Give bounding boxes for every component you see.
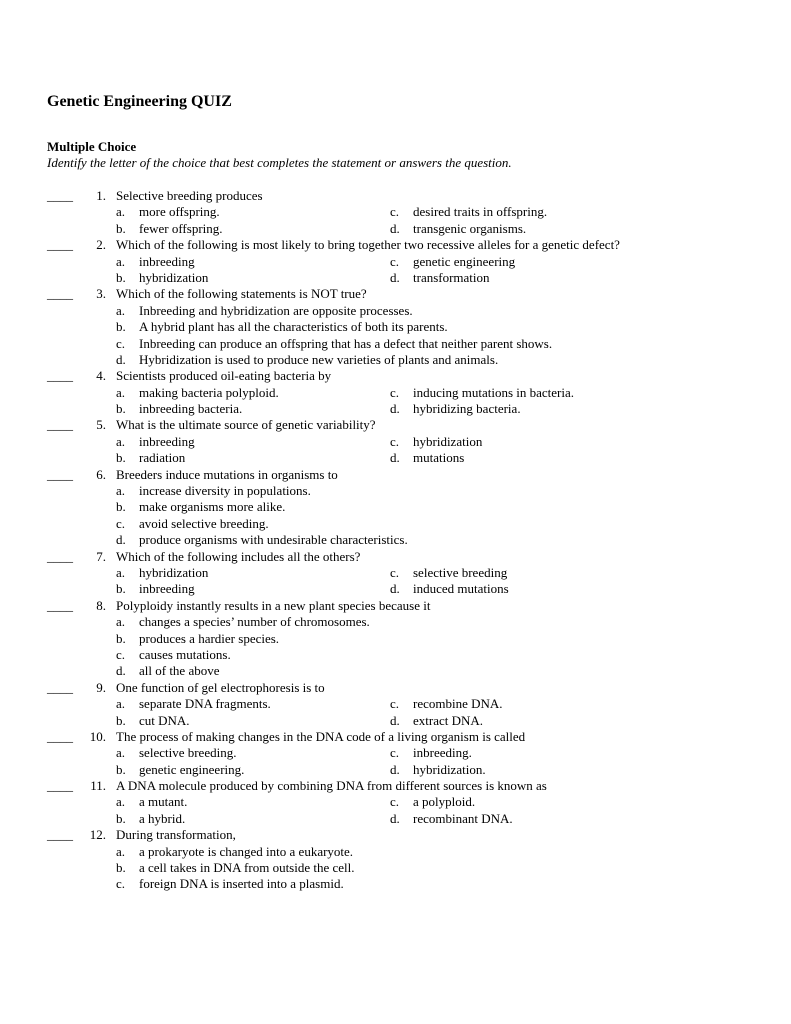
answer-blank[interactable]: ____: [47, 417, 73, 433]
question-item: [0, 286, 791, 368]
question-stem: What is the ultimate source of genetic variability?: [116, 417, 376, 433]
choice-text: genetic engineering.: [139, 761, 245, 777]
choice-text: a polyploid.: [413, 794, 476, 810]
choice-label: d.: [116, 351, 126, 367]
choice-row: [0, 303, 791, 319]
question-item: [0, 680, 791, 729]
choice-row: [0, 336, 791, 352]
question-number: 1.: [96, 188, 106, 203]
choice-row: [0, 352, 791, 368]
choice-text: inbreeding: [139, 433, 195, 449]
question-stem-row: [0, 237, 791, 253]
question-stem: The process of making changes in the DNA code of a living organism is called: [116, 728, 526, 744]
choice-text: hybridization: [413, 433, 483, 449]
choice-row: [0, 860, 791, 876]
choice-label: a.: [116, 745, 126, 761]
choice-label: c.: [116, 335, 126, 351]
choice-text: a hybrid.: [139, 810, 186, 826]
choice-text: Inbreeding and hybridization are opposite processes.: [139, 302, 413, 318]
choice-label: b.: [116, 761, 126, 777]
choice-row: [0, 647, 791, 663]
choice-label: a.: [116, 384, 126, 400]
choice-label: c.: [390, 433, 400, 449]
choice-text: a mutant.: [139, 794, 188, 810]
choice-text: recombine DNA.: [413, 696, 503, 712]
choice-row: [0, 319, 791, 335]
choice-text: foreign DNA is inserted into a plasmid.: [139, 876, 344, 892]
answer-blank[interactable]: ____: [47, 368, 73, 384]
choice-row: [0, 434, 791, 450]
choice-row: [0, 254, 791, 270]
question-stem: Which of the following statements is NOT true?: [116, 286, 367, 302]
choice-text: genetic engineering: [413, 253, 516, 269]
question-number: 6.: [96, 466, 106, 482]
choice-row: [0, 745, 791, 761]
choice-row: [0, 270, 791, 286]
choice-text: hybridization: [139, 564, 209, 580]
answer-blank[interactable]: ____: [47, 466, 73, 482]
question-stem-row: [0, 778, 791, 794]
choice-text: hybridizing bacteria.: [413, 401, 521, 417]
section-heading: Multiple Choice: [47, 139, 137, 154]
question-number: 5.: [96, 417, 106, 433]
question-stem-row: [0, 680, 791, 696]
question-stem-row: [0, 598, 791, 614]
choice-label: b.: [116, 450, 126, 466]
choice-label: a.: [116, 302, 126, 318]
choice-text: induced mutations: [413, 581, 509, 597]
choice-label: a.: [116, 696, 126, 712]
choice-label: a.: [116, 433, 126, 449]
choice-label: b.: [116, 630, 126, 646]
question-number: 7.: [96, 548, 106, 564]
choice-label: b.: [116, 860, 126, 876]
choice-text: inducing mutations in bacteria.: [413, 384, 575, 400]
question-stem-row: [0, 188, 791, 204]
question-stem: During transformation,: [116, 827, 236, 843]
choice-label: c.: [116, 646, 126, 662]
answer-blank[interactable]: ____: [47, 679, 73, 695]
choice-row: [0, 844, 791, 860]
choice-label: c.: [390, 204, 400, 220]
choice-text: produce organisms with undesirable characteristics.: [139, 532, 408, 548]
question-stem: Breeders induce mutations in organisms to: [116, 466, 338, 482]
choice-label: a.: [116, 794, 126, 810]
choice-text: selective breeding: [413, 564, 508, 580]
choice-label: d.: [390, 581, 400, 597]
choice-text: changes a species’ number of chromosomes.: [139, 614, 370, 630]
choice-row: [0, 385, 791, 401]
question-item: [0, 598, 791, 680]
choice-text: mutations: [413, 450, 465, 466]
choice-row: [0, 532, 791, 548]
choice-label: d.: [390, 401, 400, 417]
page-title: Genetic Engineering QUIZ: [47, 93, 232, 110]
choice-row: [0, 401, 791, 417]
choice-label: b.: [116, 319, 126, 335]
choice-label: d.: [390, 761, 400, 777]
choice-text: Inbreeding can produce an offspring that has a defect that neither parent shows.: [139, 335, 553, 351]
choice-text: avoid selective breeding.: [139, 515, 269, 531]
choice-text: fewer offspring.: [139, 220, 223, 236]
question-item: [0, 778, 791, 827]
choice-label: c.: [390, 564, 400, 580]
choice-label: a.: [116, 253, 126, 269]
choice-text: transformation: [413, 269, 490, 285]
question-number: 2.: [96, 237, 106, 253]
question-stem: Scientists produced oil-eating bacteria by: [116, 368, 332, 384]
question-stem: Polyploidy instantly results in a new plant species because it: [116, 597, 431, 613]
answer-blank[interactable]: ____: [47, 548, 73, 564]
choice-label: d.: [390, 269, 400, 285]
choice-label: a.: [116, 614, 126, 630]
choice-row: [0, 483, 791, 499]
choice-label: a.: [116, 843, 126, 859]
choice-text: inbreeding: [139, 253, 195, 269]
choice-label: c.: [390, 794, 400, 810]
choice-text: a cell takes in DNA from outside the cell.: [139, 860, 355, 876]
question-stem: Selective breeding produces: [116, 188, 263, 203]
choice-row: [0, 811, 791, 827]
question-stem-row: [0, 549, 791, 565]
choice-text: Hybridization is used to produce new varieties of plants and animals.: [139, 351, 499, 367]
choice-row: [0, 221, 791, 237]
question-number: 9.: [96, 679, 106, 695]
choice-text: increase diversity in populations.: [139, 483, 311, 499]
question-number: 3.: [96, 286, 106, 302]
answer-blank[interactable]: ____: [47, 237, 73, 253]
question-number: 8.: [96, 597, 106, 613]
choice-label: b.: [116, 269, 126, 285]
choice-row: [0, 762, 791, 778]
question-item: [0, 549, 791, 598]
question-stem: Which of the following is most likely to bring together two recessive alleles for a genetic defect?: [116, 237, 620, 253]
question-stem-row: [0, 827, 791, 843]
question-stem-row: [0, 417, 791, 433]
question-number: 4.: [96, 368, 106, 384]
choice-label: c.: [116, 876, 126, 892]
answer-blank[interactable]: ____: [47, 728, 73, 744]
choice-label: b.: [116, 712, 126, 728]
choice-row: [0, 663, 791, 679]
choice-label: a.: [116, 483, 126, 499]
answer-blank[interactable]: ____: [47, 778, 73, 794]
choice-row: [0, 631, 791, 647]
choice-row: [0, 614, 791, 630]
choice-text: produces a hardier species.: [139, 630, 280, 646]
choice-text: hybridization: [139, 269, 209, 285]
question-stem-row: [0, 467, 791, 483]
choice-label: c.: [390, 696, 400, 712]
choice-row: [0, 581, 791, 597]
choice-label: b.: [116, 810, 126, 826]
choice-text: separate DNA fragments.: [139, 696, 271, 712]
instructions: Identify the letter of the choice that best completes the statement or answers the question.: [47, 155, 512, 170]
question-stem: A DNA molecule produced by combining DNA from different sources is known as: [116, 778, 547, 794]
choice-label: b.: [116, 401, 126, 417]
choice-text: recombinant DNA.: [413, 810, 513, 826]
question-list: [0, 188, 791, 893]
question-item: [0, 188, 791, 237]
question-item: [0, 368, 791, 417]
question-item: [0, 467, 791, 549]
choice-text: inbreeding bacteria.: [139, 401, 243, 417]
question-stem-row: [0, 368, 791, 384]
choice-text: a prokaryote is changed into a eukaryote.: [139, 843, 354, 859]
choice-row: [0, 516, 791, 532]
choice-label: b.: [116, 499, 126, 515]
choice-row: [0, 499, 791, 515]
question-number: 10.: [89, 728, 106, 744]
choice-label: b.: [116, 581, 126, 597]
question-item: [0, 729, 791, 778]
choice-row: [0, 696, 791, 712]
choice-label: b.: [116, 220, 126, 236]
question-stem: Which of the following includes all the others?: [116, 548, 361, 564]
choice-label: c.: [390, 384, 400, 400]
choice-text: more offspring.: [139, 204, 220, 220]
choice-label: d.: [116, 663, 126, 679]
question-number: 11.: [90, 778, 106, 794]
answer-blank[interactable]: ____: [47, 188, 73, 203]
choice-row: [0, 794, 791, 810]
choice-row: [0, 565, 791, 581]
choice-text: causes mutations.: [139, 646, 231, 662]
choice-text: selective breeding.: [139, 745, 237, 761]
answer-blank[interactable]: ____: [47, 827, 73, 843]
choice-text: radiation: [139, 450, 186, 466]
choice-label: d.: [390, 712, 400, 728]
answer-blank[interactable]: ____: [47, 597, 73, 613]
question-item: [0, 237, 791, 286]
choice-text: transgenic organisms.: [413, 220, 527, 236]
question-stem-row: [0, 729, 791, 745]
choice-label: d.: [390, 450, 400, 466]
choice-text: make organisms more alike.: [139, 499, 286, 515]
question-item: [0, 417, 791, 466]
choice-text: all of the above: [139, 663, 220, 679]
choice-row: [0, 876, 791, 892]
question-number: 12.: [89, 827, 106, 843]
choice-text: inbreeding.: [413, 745, 472, 761]
choice-text: cut DNA.: [139, 712, 190, 728]
choice-text: hybridization.: [413, 761, 486, 777]
choice-label: d.: [390, 810, 400, 826]
choice-label: c.: [390, 745, 400, 761]
choice-label: d.: [390, 220, 400, 236]
question-item: [0, 827, 791, 893]
choice-text: making bacteria polyploid.: [139, 384, 279, 400]
choice-row: [0, 450, 791, 466]
choice-row: [0, 204, 791, 220]
choice-text: extract DNA.: [413, 712, 484, 728]
choice-label: c.: [390, 253, 400, 269]
question-stem: One function of gel electrophoresis is to: [116, 679, 325, 695]
choice-label: a.: [116, 564, 126, 580]
answer-blank[interactable]: ____: [47, 286, 73, 302]
choice-label: c.: [116, 515, 126, 531]
choice-text: A hybrid plant has all the characteristics of both its parents.: [139, 319, 448, 335]
choice-text: inbreeding: [139, 581, 195, 597]
choice-text: desired traits in offspring.: [413, 204, 548, 220]
choice-label: a.: [116, 204, 126, 220]
question-stem-row: [0, 286, 791, 302]
choice-row: [0, 713, 791, 729]
choice-label: d.: [116, 532, 126, 548]
